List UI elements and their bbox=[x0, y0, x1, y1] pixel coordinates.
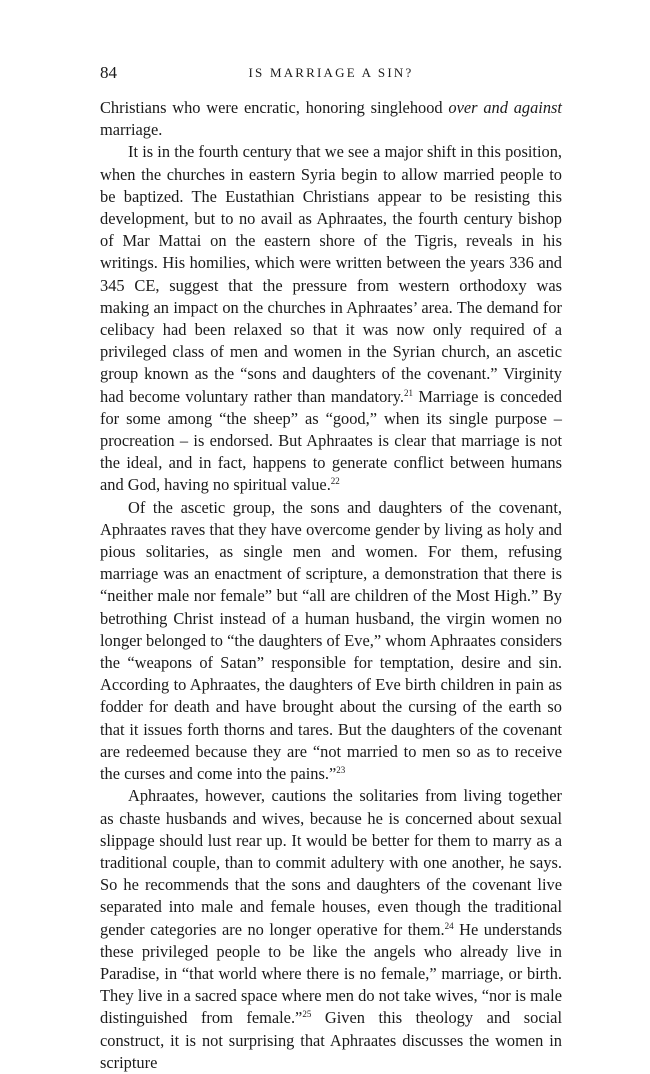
footnote-ref: 23 bbox=[336, 765, 346, 776]
body-text bbox=[100, 97, 562, 1074]
running-head: IS MARRIAGE A SIN? bbox=[248, 65, 414, 80]
footnote-ref: 21 bbox=[403, 387, 413, 398]
footnote-ref: 24 bbox=[444, 920, 454, 931]
page-header bbox=[100, 58, 562, 88]
paragraph: It is in the fourth century that we see a major shift in this position, when the churches in eastern Syria begin to allow married people to be baptized. The Eustathian Christians appear to be resisting this development, but to no avail as Aphraates, the fourth century bishop of Mar Mattai on the eastern shore of the Tigris, reveals in his writings. His homilies, which were written between the years 336 and 345 CE, suggest that the pressure from western orthodoxy was making an impact on the churches in Aphraates’ area. The demand for celibacy had been relaxed so that it was now only required of a privileged class of men and women in the Syrian church, an ascetic group known as the “sons and daughters of the covenant.” Virginity had become voluntary rather than mandatory.$^{21}$ Marriage is conceded for some among “the sheep” as “good,” when its single purpose – procreation – is endorsed. But Aphraates is clear that marriage is not the ideal, and in fact, happens to generate conflict between humans and God, having no spiritual value.$^{22}$ bbox=[100, 142, 562, 495]
footnote-ref: 22 bbox=[330, 476, 340, 487]
page-number: 84 bbox=[100, 63, 117, 82]
paragraph: Of the ascetic group, the sons and daughters of the covenant, Aphraates raves that they have overcome gender by living as holy and pious solitaries, as single men and women. For them, refusing marriage was an enactment of scripture, a demonstration that there is “neither male nor female” but “all are children of the Most High.” By betrothing Christ instead of a human husband, the virgin women no longer belonged to “the daughters of Eve,” whom Aphraates considers the “weapons of Satan” responsible for temptation, desire and sin. According to Aphraates, the daughters of Eve birth children in pain as fodder for death and have brought about the cursing of the earth so that it issues forth thorns and tares. But the daughters of the covenant are redeemed because they are “not married to men so as to receive the curses and come into the pains.”$^{23}$ bbox=[100, 497, 562, 784]
italic-phrase: over and against bbox=[448, 98, 562, 117]
footnote-ref: 25 bbox=[302, 1009, 312, 1020]
paragraph-continued: Christians who were encratic, honoring singlehood over and against marriage. bbox=[100, 98, 562, 140]
paragraph: Aphraates, however, cautions the solitaries from living together as chaste husbands and wives, because he is concerned about sexual slippage should lust rear up. It would be better for them to marry as a traditional couple, than to commit adultery with one another, he says. So he recommends that the sons and daughters of the covenant live separated into male and female houses, even though the traditional gender categories are no longer operative for them.$^{24}$ He understands these privileged people to be like the angels who already live in Paradise, in “that world where there is no female,” marriage, or birth. They live in a sacred space where men do not take wives, “nor is male distinguished from female.”$^{25}$ Given this theology and social construct, it is not surprising that Aphraates discusses the women in scripture bbox=[100, 786, 563, 1072]
